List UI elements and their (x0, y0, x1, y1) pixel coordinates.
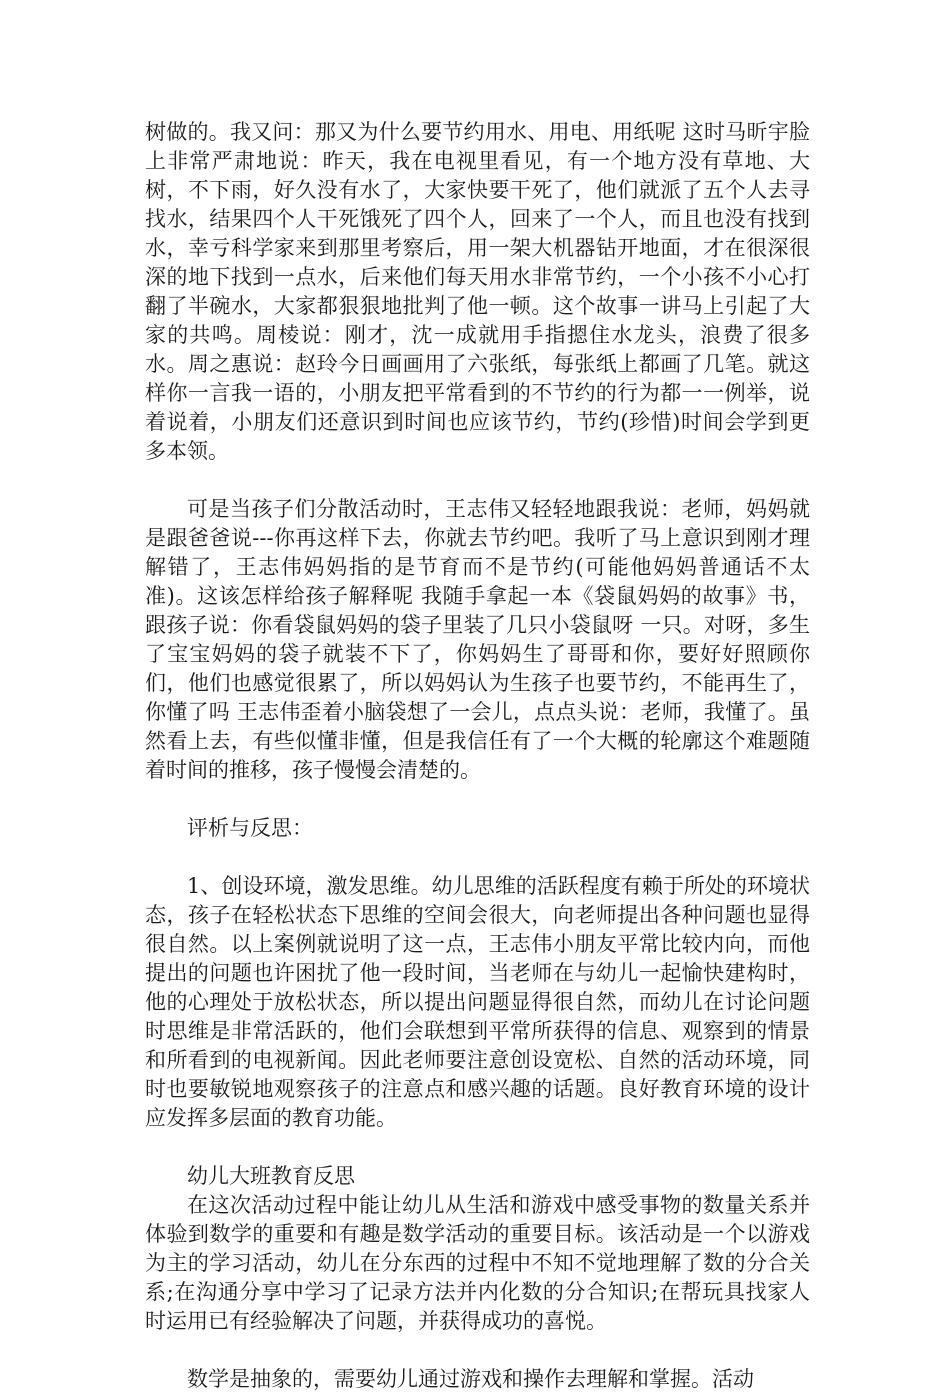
paragraph-water-story: 树做的。我又问：那又为什么要节约用水、用电、用纸呢 这时马昕宇脸上非常严肃地说：昨天，我在电视里看见，有一个地方没有草地、大树，不下雨，好久没有水了，大家快要干死了，他们就派了五个人去寻找水，结果四个人干死饿死了四个人，回来了一个人，而且也没有找到水，幸亏科学家来到那里考察后，用一架大机器钻开地面，才在很深很深的地下找到一点水，后来他们每天用水非常节约，一个小孩不小心打翻了半碗水，大家都狠狠地批判了他一顿。这个故事一讲马上引起了大家的共鸣。周棱说：刚才，沈一成就用手指摁住水龙头，浪费了很多水。周之惠说：赵玲今日画画用了六张纸，每张纸上都画了几笔。就这样你一言我一语的，小朋友把平常看到的不节约的行为都一一例举，说着说着，小朋友们还意识到时间也应该节约，节约(珍惜)时间会学到更多本领。 (145, 120, 810, 463)
paragraph-kangaroo-explanation: 可是当孩子们分散活动时，王志伟又轻轻地跟我说：老师，妈妈就是跟爸爸说---你再这样下去，你就去节约吧。我听了马上意识到刚才理解错了，王志伟妈妈指的是节育而不是节约(可能他妈妈普通话不太准)。这该怎样给孩子解释呢 我随手拿起一本《袋鼠妈妈的故事》书，跟孩子说：你看袋鼠妈妈的袋子里装了几只小袋鼠呀 一只。对呀，多生了宝宝妈妈的袋子就装不下了，你妈妈生了哥哥和你，要好好照顾你们，他们也感觉很累了，所以妈妈认为生孩子也要节约，不能再生了，你懂了吗 王志伟歪着小脑袋想了一会儿，点点头说：老师，我懂了。虽然看上去，有些似懂非懂，但是我信任有了一个大概的轮廓这个难题随着时间的推移，孩子慢慢会清楚的。 (145, 497, 810, 782)
paragraph-math-activity: 在这次活动过程中能让幼儿从生活和游戏中感受事物的数量关系并体验到数学的重要和有趣是数学活动的重要目标。该活动是一个以游戏为主的学习活动，幼儿在分东西的过程中不知不觉地理解了数的分合关系;在沟通分享中学习了记录方法并内化数的分合知识;在帮玩具找家人时运用已有经验解决了问题，并获得成功的喜悦。 (145, 1193, 810, 1333)
document-body (145, 118, 810, 1394)
paragraph-environment-thinking: 1、创设环境，激发思维。幼儿思维的活跃程度有赖于所处的环境状态，孩子在轻松状态下思维的空间会很大，向老师提出各种问题也显得很自然。以上案例就说明了这一点，王志伟小朋友平常比较内向，而他提出的问题也许困扰了他一段时间，当老师在与幼儿一起愉快建构时，他的心理处于放松状态，所以提出问题显得很自然，而幼儿在讨论问题时思维是非常活跃的，他们会联想到平常所获得的信息、观察到的情景和所看到的电视新闻。因此老师要注意创设宽松、自然的活动环境，同时也要敏锐地观察孩子的注意点和感兴趣的话题。良好教育环境的设计应发挥多层面的教育功能。 (145, 874, 810, 1130)
paragraph-math-abstract: 数学是抽象的，需要幼儿通过游戏和操作去理解和掌握。活动 (187, 1367, 754, 1391)
section-heading-analysis: 评析与反思： (187, 816, 313, 840)
section-heading-reflection: 幼儿大班教育反思 (187, 1164, 355, 1188)
